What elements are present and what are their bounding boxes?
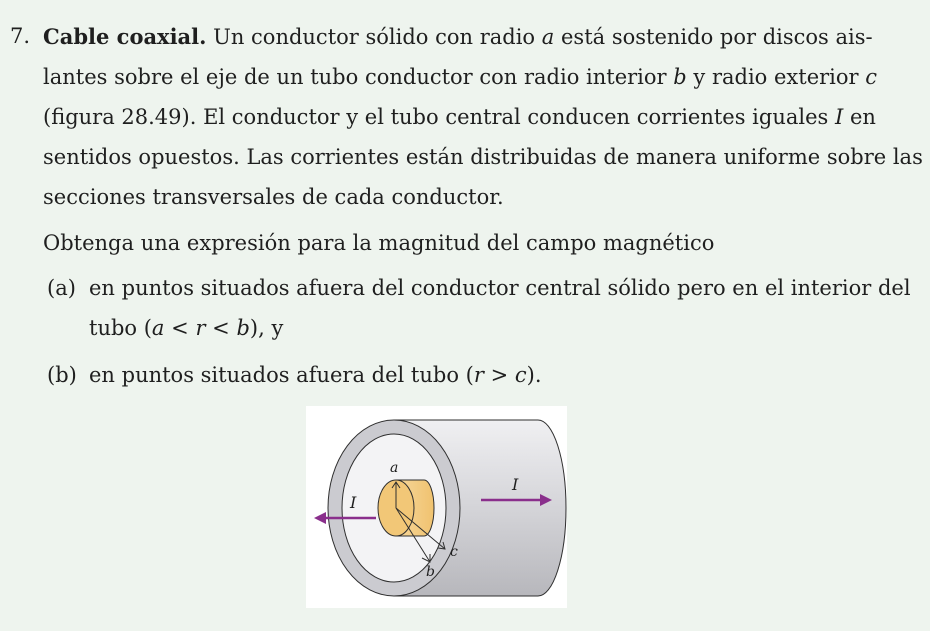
- label-c: c: [450, 544, 458, 560]
- text-segment: está sostenido por discos ais-: [560, 25, 873, 49]
- var-I: I: [835, 105, 844, 129]
- var-r: r: [473, 363, 484, 387]
- problem-title: Cable coaxial.: [43, 24, 207, 49]
- var-r: r: [195, 316, 206, 340]
- text-segment: ).: [526, 363, 542, 387]
- part-a-line-2: [89, 315, 283, 341]
- problem-line-5: secciones transversales de cada conductor.: [43, 185, 504, 209]
- label-current-right: I: [512, 475, 519, 494]
- prompt: Obtenga una expresión para la magnitud del campo magnético: [43, 231, 715, 255]
- problem-line-4: sentidos opuestos. Las corrientes están distribuidas de manera uniforme sobre las: [43, 145, 923, 169]
- part-a-line-1: en puntos situados afuera del conductor central sólido pero en el interior del: [89, 276, 911, 300]
- var-c: c: [514, 363, 527, 387]
- problem-line-2: [43, 64, 877, 90]
- greater-than: >: [490, 363, 509, 387]
- problem-number: 7.: [10, 24, 31, 48]
- text-segment: Un conductor sólido con radio: [213, 25, 536, 49]
- var-c: c: [865, 65, 878, 89]
- label-b: b: [426, 564, 435, 580]
- text-segment: ), y: [249, 316, 284, 340]
- figure-coaxial-cable: [306, 406, 567, 608]
- problem-line-3: [43, 104, 876, 130]
- var-b: b: [673, 65, 687, 89]
- text-segment: en: [849, 105, 876, 129]
- part-a-label: (a): [47, 276, 76, 300]
- coaxial-cable-diagram: [306, 406, 567, 608]
- text-segment: tubo (: [89, 316, 152, 340]
- current-arrow-left-head: [314, 512, 326, 524]
- less-than: <: [171, 316, 189, 340]
- problem-line-1: [43, 24, 873, 50]
- label-a: a: [390, 460, 399, 476]
- text-segment: lantes sobre el eje de un tubo conductor con radio interior: [43, 65, 667, 89]
- part-b-line-1: [89, 362, 542, 388]
- var-a: a: [151, 316, 165, 340]
- less-than: <: [212, 316, 230, 340]
- text-segment: y radio exterior: [693, 65, 859, 89]
- text-segment: en puntos situados afuera del tubo (: [89, 363, 474, 387]
- var-b: b: [236, 316, 250, 340]
- text-segment: (figura 28.49). El conductor y el tubo central conducen corrientes iguales: [43, 105, 829, 129]
- var-a: a: [541, 25, 555, 49]
- label-current-left: I: [350, 493, 357, 512]
- part-b-label: (b): [47, 363, 77, 387]
